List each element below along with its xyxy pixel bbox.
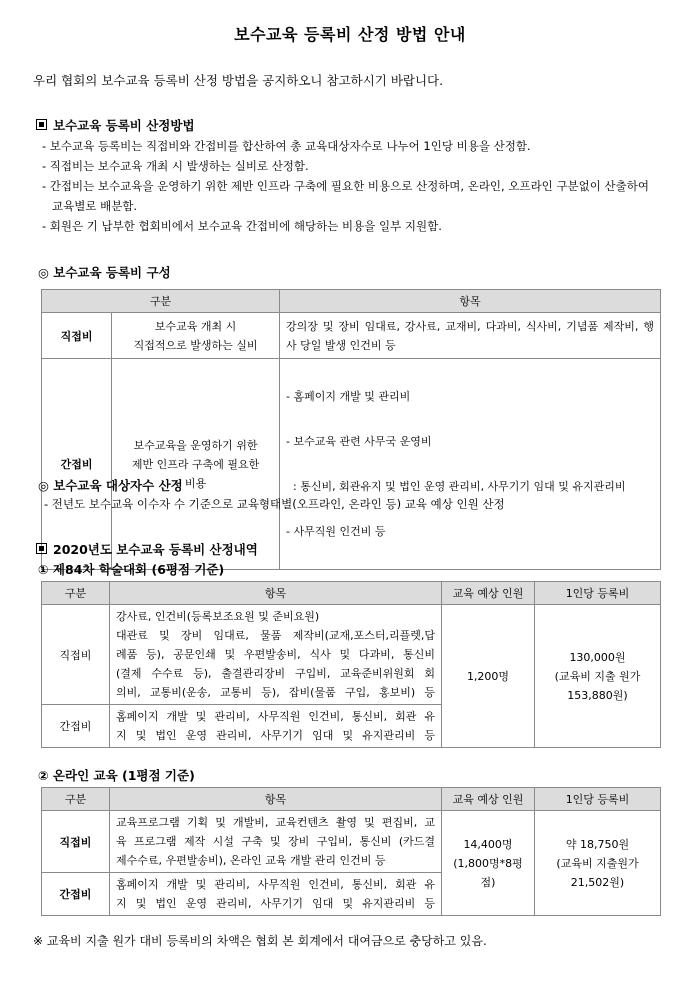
sub1-heading: ① 제84차 학술대회 (6평점 기준) bbox=[38, 562, 225, 577]
row-items-indirect bbox=[280, 359, 661, 570]
row-items-direct bbox=[280, 313, 661, 359]
item-line: 의비, 교통비(운송, 교통비 등), 잡비(물품 구입, 홍보비) 등 bbox=[116, 686, 435, 699]
section3-text: - 전년도 보수교육 이수자 수 기준으로 교육형태별(오프라인, 온라인 등) 교육 예상 인원 산정 bbox=[44, 497, 505, 511]
attendees-cell: 1,200명 bbox=[442, 605, 535, 748]
desc-line: 제반 인프라 구축에 필요한 bbox=[131, 457, 260, 471]
header-category: 구분 bbox=[42, 788, 110, 811]
row-label-indirect: 간접비 bbox=[42, 873, 110, 916]
row-label-direct: 직접비 bbox=[42, 605, 110, 705]
page-title: 보수교육 등록비 산정 방법 안내 bbox=[234, 25, 466, 44]
table-row bbox=[42, 359, 661, 570]
item-line: - 홈페이지 개발 및 관리비 bbox=[286, 390, 411, 403]
item-line: : 통신비, 회관유지 및 법인 운영 관리비, 사무기기 임대 및 유지관리비 bbox=[286, 480, 626, 493]
item-line: 강의장 및 장비 임대료, 강사료, 교재비, 다과비, 식사비, 기념품 제작비, 행 bbox=[286, 319, 654, 333]
header-attendees: 교육 예상 인원 bbox=[442, 582, 535, 605]
fee-cell bbox=[535, 811, 661, 916]
section1-heading bbox=[36, 116, 195, 134]
item-line: 지 및 법인 운영 관리비, 사무기기 임대 및 유지관리비 등 bbox=[116, 897, 435, 910]
academic-fee-table bbox=[41, 581, 661, 748]
header-fee: 1인당 등록비 bbox=[535, 582, 661, 605]
row-items-indirect bbox=[110, 705, 442, 748]
attendees-cell bbox=[442, 811, 535, 916]
fee-cell bbox=[535, 605, 661, 748]
item-line: 홈페이지 개발 및 관리비, 사무직원 인건비, 통신비, 회관 유 bbox=[116, 878, 435, 891]
filled-square-icon bbox=[36, 543, 47, 554]
header-fee: 1인당 등록비 bbox=[535, 788, 661, 811]
row-desc-indirect bbox=[112, 359, 280, 570]
attendees-note: (1,800명*8평점) bbox=[453, 856, 523, 889]
section3-heading: ◎ 보수교육 대상자수 산정 bbox=[38, 478, 183, 493]
header-attendees: 교육 예상 인원 bbox=[442, 788, 535, 811]
filled-square-icon bbox=[36, 119, 47, 130]
fee-value: 약 18,750원 bbox=[565, 837, 630, 851]
item-line: 교육프로그램 기획 및 개발비, 교육컨텐츠 촬영 및 편집비, 교 bbox=[116, 816, 435, 829]
header-items: 항목 bbox=[110, 582, 442, 605]
section4-heading-text: 2020년도 보수교육 등록비 산정내역 bbox=[53, 542, 258, 557]
row-items-direct bbox=[110, 605, 442, 705]
item-line: (결제 수수료 등), 출결관리장비 구입비, 교육준비위원회 회 bbox=[116, 667, 435, 680]
row-items-direct bbox=[110, 811, 442, 873]
item-line: - 사무직원 인건비 등 bbox=[286, 525, 386, 538]
table-row bbox=[42, 605, 661, 705]
online-fee-table bbox=[41, 787, 661, 916]
list-item: - 보수교육 등록비는 직접비와 간접비를 합산하여 총 교육대상자수로 나누어 1인당 비용을 산정함. bbox=[42, 139, 531, 153]
row-items-indirect bbox=[110, 873, 442, 916]
composition-table bbox=[41, 289, 661, 570]
desc-line: 비용 bbox=[184, 476, 207, 490]
fee-note: 21,502원) bbox=[570, 875, 625, 889]
item-line: 육 프로그램 제작 시설 구축 및 장비 구입비, 통신비 (카드결 bbox=[116, 835, 435, 848]
fee-note: (교육비 지출원가 bbox=[556, 856, 639, 870]
attendees-value: 14,400명 bbox=[463, 837, 513, 851]
table-row bbox=[42, 313, 661, 359]
table-header-row bbox=[42, 582, 661, 605]
item-line: 사 당일 발생 인건비 등 bbox=[286, 338, 396, 352]
row-desc-direct bbox=[112, 313, 280, 359]
table-row bbox=[42, 811, 661, 873]
item-line: 대관료 및 장비 임대료, 물품 제작비(교재,포스터,리플렛,답 bbox=[116, 629, 435, 642]
section1-list bbox=[38, 136, 658, 236]
item-line: 례품 등), 공문인쇄 및 우편발송비, 식사 및 다과비, 통신비 bbox=[116, 648, 435, 661]
item-line: 제수수료, 우편발송비), 온라인 교육 개발 관리 인건비 등 bbox=[116, 854, 386, 867]
section2-heading: ◎ 보수교육 등록비 구성 bbox=[38, 265, 171, 280]
header-items: 항목 bbox=[280, 290, 661, 313]
header-items: 항목 bbox=[110, 788, 442, 811]
row-label-direct: 직접비 bbox=[42, 313, 112, 359]
fee-note: 153,880원) bbox=[567, 688, 628, 702]
table-header-row bbox=[42, 788, 661, 811]
table-header-row bbox=[42, 290, 661, 313]
item-line: 강사료, 인건비(등록보조요원 및 준비요원) bbox=[116, 610, 320, 623]
row-label-direct: 직접비 bbox=[42, 811, 110, 873]
list-item: - 회원은 기 납부한 협회비에서 보수교육 간접비에 해당하는 비용을 일부 지원함. bbox=[42, 219, 442, 233]
desc-line: 보수교육 개최 시 bbox=[154, 319, 237, 333]
section4-heading bbox=[36, 540, 258, 558]
sub2-heading: ② 온라인 교육 (1평점 기준) bbox=[38, 768, 195, 783]
item-line: 홈페이지 개발 및 관리비, 사무직원 인건비, 통신비, 회관 유 bbox=[116, 710, 435, 723]
header-category: 구분 bbox=[42, 582, 110, 605]
footnote: ※ 교육비 지출 원가 대비 등록비의 차액은 협회 본 회계에서 대여금으로 충당하고 있음. bbox=[33, 934, 487, 948]
intro-text: 우리 협회의 보수교육 등록비 산정 방법을 공지하오니 참고하시기 바랍니다. bbox=[33, 73, 444, 88]
list-item: - 간접비는 보수교육을 운영하기 위한 제반 인프라 구축에 필요한 비용으로 산정하며, 온라인, 오프라인 구분없이 산출하여 교육별로 배분함. bbox=[42, 179, 649, 213]
header-category: 구분 bbox=[42, 290, 280, 313]
row-label-indirect: 간접비 bbox=[42, 705, 110, 748]
item-line: 지 및 법인 운영 관리비, 사무기기 임대 및 유지관리비 등 bbox=[116, 729, 435, 742]
desc-line: 보수교육을 운영하기 위한 bbox=[133, 438, 258, 452]
section1-heading-text: 보수교육 등록비 산정방법 bbox=[53, 118, 195, 133]
row-label-indirect: 간접비 bbox=[42, 359, 112, 570]
list-item: - 직접비는 보수교육 개최 시 발생하는 실비로 산정함. bbox=[42, 159, 309, 173]
fee-note: (교육비 지출 원가 bbox=[554, 669, 641, 683]
desc-line: 직접적으로 발생하는 실비 bbox=[133, 338, 258, 352]
item-line: - 보수교육 관련 사무국 운영비 bbox=[286, 435, 432, 448]
fee-value: 130,000원 bbox=[569, 650, 626, 664]
